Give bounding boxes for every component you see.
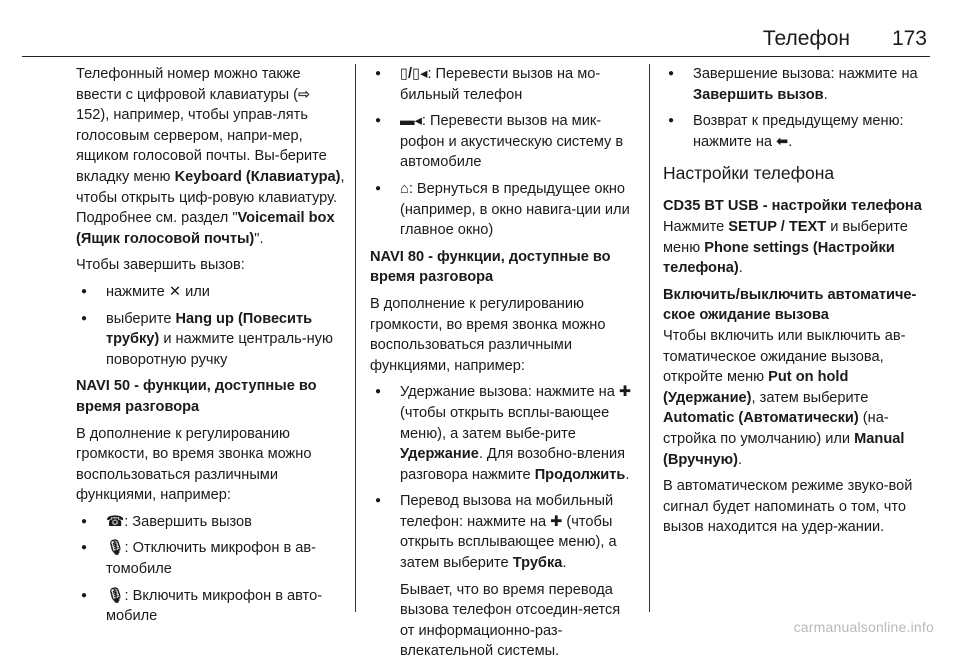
auto-hold-text: Чтобы включить или выключить ав-томатическое ожидание вызова, откройте меню Put on hold (Удержание), затем выберите Automatic (Автоматически) (на-стройка по умолчанию) или Manual (Вручную).: [663, 327, 906, 468]
arrow-icon: ⇨: [298, 86, 311, 103]
list-item: ● ▯/▯◂: Перевести вызов на мо-бильный телефон: [370, 64, 633, 105]
column-2: [370, 64, 633, 668]
mic-off-icon: 🎙: [106, 540, 125, 557]
navi50-list: [76, 512, 346, 627]
list-item: ● ☎: Завершить вызов: [76, 512, 346, 533]
phone-transfer-icon: ▯/▯◂: [400, 66, 428, 82]
end-call-list: [76, 282, 346, 370]
navi80-text: В дополнение к регулированию громкости, во время звонка можно воспользоваться различными функциями, например:: [370, 295, 606, 374]
list-item: ● нажмите ✕ или: [76, 282, 346, 303]
watermark: carmanualsonline.info: [793, 619, 934, 636]
list-item: ● Завершение вызова: нажмите на Завершить вызов.: [663, 64, 935, 105]
navi80-heading: NAVI 80 - функции, доступные во время разговора: [370, 248, 611, 286]
plus-icon: ✚: [550, 513, 563, 530]
cd35-text: Нажмите SETUP / TEXT и выберите меню Phone settings (Настройки телефона).: [663, 218, 908, 277]
list-item: ● Удержание вызова: нажмите на ✚ (чтобы открыть всплы-вающее меню), а затем выбе-рите Удержание. Для возобно-вления разговора нажмите Продолжить.: [370, 382, 633, 485]
close-icon: ✕: [168, 283, 182, 300]
cd35-heading: CD35 BT USB - настройки телефона: [663, 198, 922, 215]
header-rule: [22, 56, 930, 57]
home-icon: ⌂: [400, 180, 409, 197]
transfer-note: Бывает, что во время перевода вызова телефон отсоедин-яется от информационно-раз-влекательной системы.: [400, 581, 621, 660]
page-header: [0, 0, 960, 60]
navi50-heading: NAVI 50 - функции, доступные во время разговора: [76, 378, 317, 415]
list-item: ● 🎙: Отключить микрофон в ав-томобиле: [76, 538, 346, 579]
plus-icon: ✚: [618, 384, 632, 401]
hang-up-icon: ☎: [106, 513, 125, 530]
navi80-list-cont: [663, 64, 935, 152]
auto-hold-heading: Включить/выключить автоматиче-ское ожидание вызова: [663, 286, 917, 324]
end-call-text: Чтобы завершить вызов:: [76, 257, 245, 274]
list-item: ● Возврат к предыдущему меню: нажмите на ⬅.: [663, 111, 935, 152]
list-item: ● ⌂: Вернуться в предыдущее окно (например, в окно навига-ции или главное окно): [370, 179, 633, 241]
navi50-text: В дополнение к регулированию громкости, во время звонка можно воспользоваться различными функциями, например:: [76, 425, 312, 504]
column-divider: [649, 64, 650, 612]
navi50-list-cont: [370, 64, 633, 241]
navi80-list: [370, 382, 633, 662]
column-divider: [355, 64, 356, 612]
list-item: ● ▬◂: Перевести вызов на мик-рофон и акустическую систему в автомобиле: [370, 111, 633, 173]
list-item: ● выберите Hang up (Повесить трубку) и нажмите централь-ную поворотную ручку: [76, 309, 346, 371]
column-1: [76, 64, 346, 633]
list-item: ● 🎙: Включить микрофон в авто-мобиле: [76, 586, 346, 627]
intro-paragraph: Телефонный номер можно также ввести с цифровой клавиатуры (⇨ 152), например, чтобы управ-лять голосовым сервером, напри-мер, ящиком голосовой почты. Вы-берите вкладку меню Keyboard (Клавиатура), чтобы открыть циф-ровую клавиатуру. Подробнее см. раздел "Voicemail box (Ящик голосовой почты)".: [76, 66, 345, 247]
auto-hold-note: В автоматическом режиме звуко-вой сигнал будет напоминать о том, что вызов находится на удер-жании.: [663, 478, 913, 536]
car-speaker-icon: ▬◂: [400, 113, 422, 130]
back-arrow-icon: ⬅: [776, 133, 789, 150]
mic-on-icon: 🎙: [106, 587, 125, 604]
section-heading: Настройки телефона: [663, 163, 835, 184]
page-title: Телефон: [762, 27, 850, 50]
list-item: ● Перевод вызова на мобильный телефон: нажмите на ✚ (чтобы открыть всплывающее меню), а затем выберите Трубка. Бывает, что во время перевода вызова телефон отсоедин-яется от информационно-раз-влекательной системы.: [370, 491, 633, 662]
column-3: [663, 64, 935, 544]
page-number: 173: [891, 27, 927, 50]
